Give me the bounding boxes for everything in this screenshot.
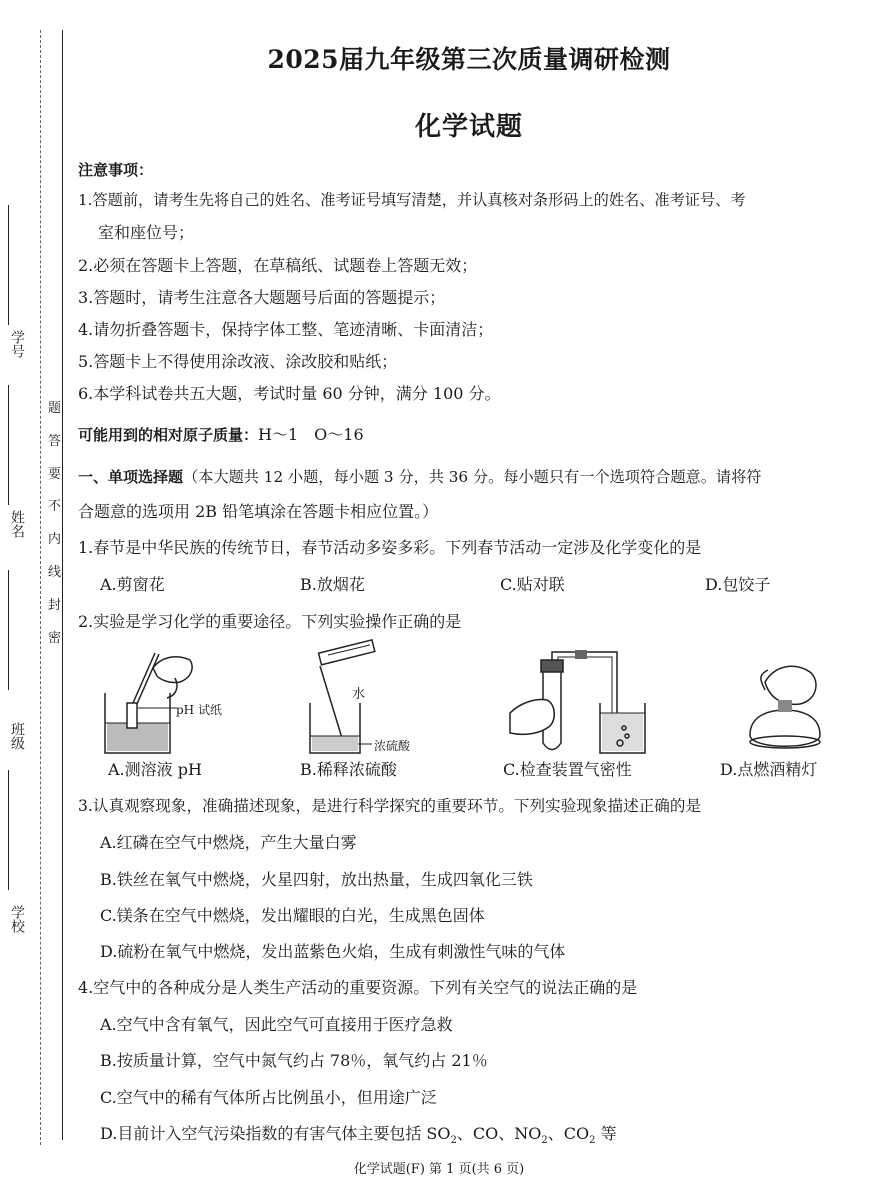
q1-option-d[interactable]: D.包饺子: [705, 575, 771, 594]
note-item: 6.本学科试卷共五大题，考试时量 60 分钟，满分 100 分。: [78, 384, 501, 403]
q1-option-c[interactable]: C.贴对联: [500, 575, 565, 594]
question-1-stem: 1.春节是中华民族的传统节日，春节活动多姿多彩。下列春节活动一定涉及化学变化的是: [78, 538, 702, 557]
q4-option-a[interactable]: A.空气中含有氧气，因此空气可直接用于医疗急救: [100, 1015, 453, 1034]
exam-title: 2025届九年级第三次质量调研检测: [267, 45, 671, 74]
section-heading: 一、单项选择题（本大题共 12 小题，每小题 3 分，共 36 分。每小题只有一个选项符合题意。请将符: [78, 468, 762, 486]
field-blank-student-id[interactable]: [8, 205, 10, 325]
page-footer: 化学试题(F) 第 1 页(共 6 页): [353, 1162, 525, 1177]
q4-option-c[interactable]: C.空气中的稀有气体所占比例虽小，但用途广泛: [100, 1088, 437, 1107]
note-item: 2.必须在答题卡上答题，在草稿纸、试题卷上答题无效；: [78, 256, 478, 275]
field-label-class: 班级: [9, 722, 25, 750]
field-label-student-id: 学号: [9, 330, 25, 358]
question-4-stem: 4.空气中的各种成分是人类生产活动的重要资源。下列有关空气的说法正确的是: [78, 978, 638, 997]
note-item: 室和座位号；: [98, 223, 195, 242]
q1-option-b[interactable]: B.放烟花: [300, 575, 365, 594]
q4-option-d[interactable]: D.目前计入空气污染指数的有害气体主要包括 $SO_2$、CO、$NO_2$、$CO_2$ 等: [100, 1124, 617, 1147]
field-blank-class[interactable]: [8, 570, 10, 690]
q2-option-a[interactable]: A.测溶液 pH: [108, 760, 202, 779]
note-item: 3.答题时，请考生注意各大题题号后面的答题提示；: [78, 288, 446, 307]
q2-option-b[interactable]: B.稀释浓硫酸: [300, 760, 397, 779]
atomic-mass-line: 可能用到的相对原子质量：H～1 O～16: [78, 425, 364, 444]
binding-line: [62, 30, 63, 1140]
q4-option-b[interactable]: B.按质量计算，空气中氮气约占 78％，氧气约占 21％: [100, 1051, 488, 1070]
q2-option-c[interactable]: C.检查装置气密性: [503, 760, 632, 779]
section-desc: 合题意的选项用 2B 铅笔填涂在答题卡相应位置。）: [78, 502, 439, 521]
note-item: 1.答题前，请考生先将自己的姓名、准考证号填写清楚，并认真核对条形码上的姓名、准考证号、考: [78, 191, 746, 209]
figure-airtightness: [505, 648, 655, 758]
subject-title: 化学试题: [414, 112, 523, 142]
ph-paper-label: pH 试纸: [176, 703, 222, 717]
note-item: 5.答题卡上不得使用涂改液、涂改胶和贴纸；: [78, 352, 398, 371]
note-item: 4.请勿折叠答题卡，保持字体工整、笔迹清晰、卡面清洁；: [78, 320, 494, 339]
field-label-school: 学校: [9, 905, 25, 933]
seal-warning: 题 答 要 不 内 线 封 密: [48, 401, 62, 646]
q3-option-a[interactable]: A.红磷在空气中燃烧，产生大量白雾: [100, 833, 357, 852]
notes-heading: 注意事项：: [78, 161, 154, 179]
q3-option-c[interactable]: C.镁条在空气中燃烧，发出耀眼的白光，生成黑色固体: [100, 906, 485, 925]
q3-option-d[interactable]: D.硫粉在氧气中燃烧，发出蓝紫色火焰，生成有刺激性气味的气体: [100, 942, 566, 961]
question-2-stem: 2.实验是学习化学的重要途径。下列实验操作正确的是: [78, 612, 462, 631]
q3-option-b[interactable]: B.铁丝在氧气中燃烧，火星四射，放出热量，生成四氧化三铁: [100, 870, 533, 889]
q1-option-a[interactable]: A.剪窗花: [100, 575, 165, 594]
cut-line: [40, 30, 41, 1145]
figure-alcohol-lamp: [740, 660, 840, 760]
field-blank-school[interactable]: [8, 770, 10, 890]
acid-label: 浓硫酸: [374, 739, 411, 753]
water-label: 水: [352, 687, 366, 702]
field-label-name: 姓名: [9, 510, 25, 538]
field-blank-name[interactable]: [8, 385, 10, 505]
question-3-stem: 3.认真观察现象，准确描述现象，是进行科学探究的重要环节。下列实验现象描述正确的是: [78, 797, 702, 815]
q2-option-d[interactable]: D.点燃酒精灯: [720, 760, 818, 779]
